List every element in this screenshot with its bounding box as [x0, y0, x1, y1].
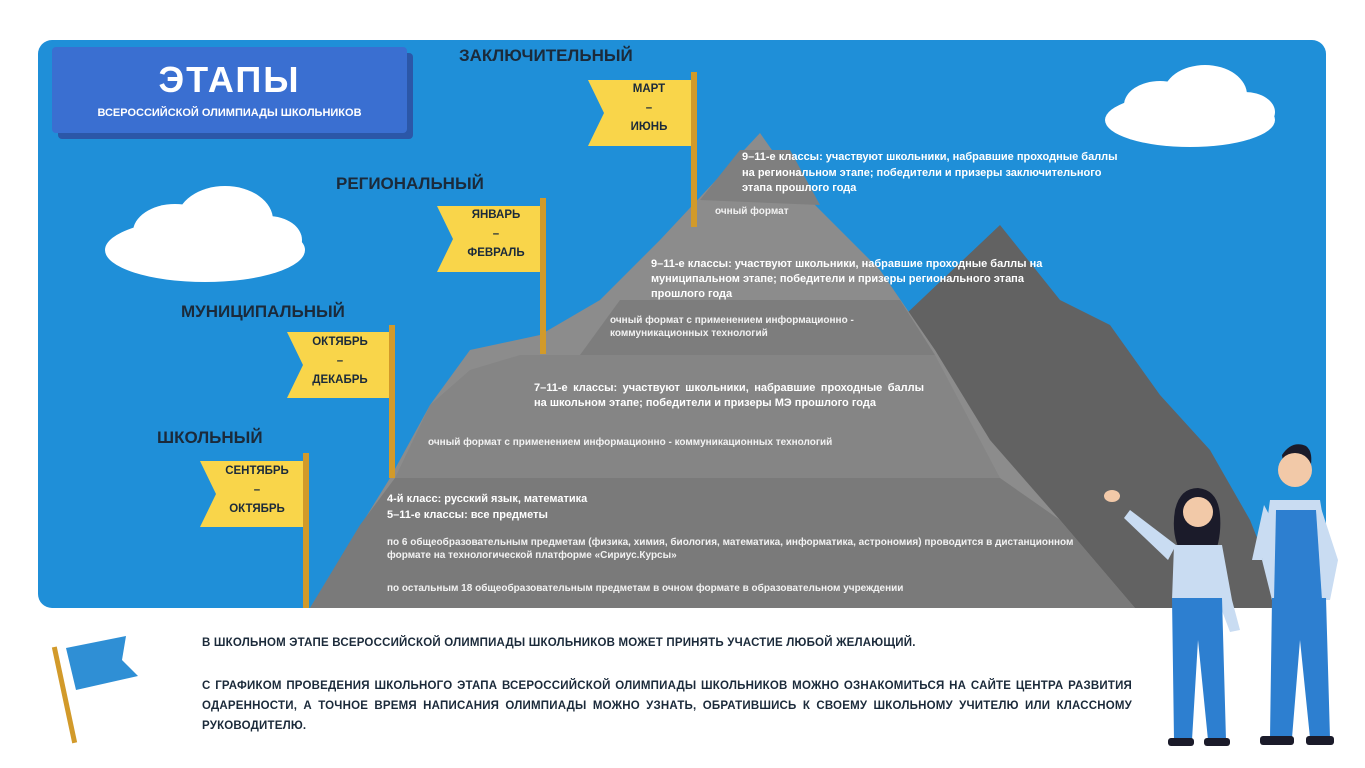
- stage-name-school: ШКОЛЬНЫЙ: [157, 428, 263, 447]
- note-schedule: С ГРАФИКОМ ПРОВЕДЕНИЯ ШКОЛЬНОГО ЭТАПА ВСЕРОССИЙСКОЙ ОЛИМПИАДЫ ШКОЛЬНИКОВ МОЖНО ОЗНАКОМИТЬСЯ НА САЙТЕ ЦЕНТРА РАЗВИТИЯ ОДАРЕННОСТИ, А ТОЧНОЕ ВРЕМЯ НАПИСАНИЯ ОЛИМПИАДЫ МОЖНО УЗНАТЬ, ОБРАТИВШИСЬ К СВОЕМУ ШКОЛЬНОМУ УЧИТЕЛЮ ИЛИ КЛАССНОМУ РУКОВОДИТЕЛЮ.: [202, 680, 1132, 732]
- note-participation: В ШКОЛЬНОМ ЭТАПЕ ВСЕРОССИЙСКОЙ ОЛИМПИАДЫ ШКОЛЬНИКОВ МОЖЕТ ПРИНЯТЬ УЧАСТИЕ ЛЮБОЙ ЖЕЛАЮЩИЙ.: [202, 637, 916, 649]
- cloud-icon-right: [1105, 65, 1275, 147]
- stage-name-municipal: МУНИЦИПАЛЬНЫЙ: [181, 302, 345, 321]
- cloud-icon-left: [105, 186, 305, 282]
- flag-pole-municipal: [389, 325, 395, 478]
- flag-dates-final: МАРТ – ИЮНЬ: [630, 83, 668, 133]
- regional-participants: 9–11-е классы: участвуют школьники, набравшие проходные баллы на муниципальном этапе; победители и призеры регионального этапа прошлого года: [651, 258, 1043, 300]
- school-grades-5-11: 5–11-е классы: все предметы: [387, 509, 548, 521]
- final-format: очный формат: [715, 206, 789, 217]
- flag-dates-school: СЕНТЯБРЬ – ОКТЯБРЬ: [225, 465, 289, 515]
- flag-dates-municipal: ОКТЯБРЬ – ДЕКАБРЬ: [312, 336, 368, 386]
- municipal-format: очный формат с применением информационно - коммуникационных технологий: [428, 437, 833, 448]
- tier-band-2: [395, 355, 1000, 478]
- page-subtitle: ВСЕРОССИЙСКОЙ ОЛИМПИАДЫ ШКОЛЬНИКОВ: [97, 107, 362, 119]
- title-box: [52, 47, 407, 133]
- stage-name-regional: РЕГИОНАЛЬНЫЙ: [336, 174, 484, 193]
- flag-dates-regional: ЯНВАРЬ – ФЕВРАЛЬ: [467, 209, 525, 259]
- flag-icon-bottom: [66, 636, 138, 690]
- final-participants: 9–11-е классы: участвуют школьники, набравшие проходные баллы на региональном этапе; победители и призеры заключительного этапа прошлого года: [742, 151, 1118, 194]
- stage-name-final: ЗАКЛЮЧИТЕЛЬНЫЙ: [459, 46, 633, 65]
- school-grades-4: 4-й класс: русский язык, математика: [387, 493, 588, 505]
- regional-format: очный формат с применением информационно - коммуникационных технологий: [610, 315, 854, 339]
- municipal-participants: 7–11-е классы: участвуют школьники, набравшие проходные баллы на школьном этапе; победители и призеры МЭ прошлого года: [534, 382, 924, 409]
- page-title: ЭТАПЫ: [158, 59, 301, 100]
- school-online-note: по 6 общеобразовательным предметам (физика, химия, биология, математика, информатика, астрономия) проводится в дистанционном формате на технологической платформе «Сириус.Курсы»: [387, 537, 1074, 561]
- school-offline-note: по остальным 18 общеобразовательным предметам в очном формате в образовательном учреждении: [387, 583, 904, 594]
